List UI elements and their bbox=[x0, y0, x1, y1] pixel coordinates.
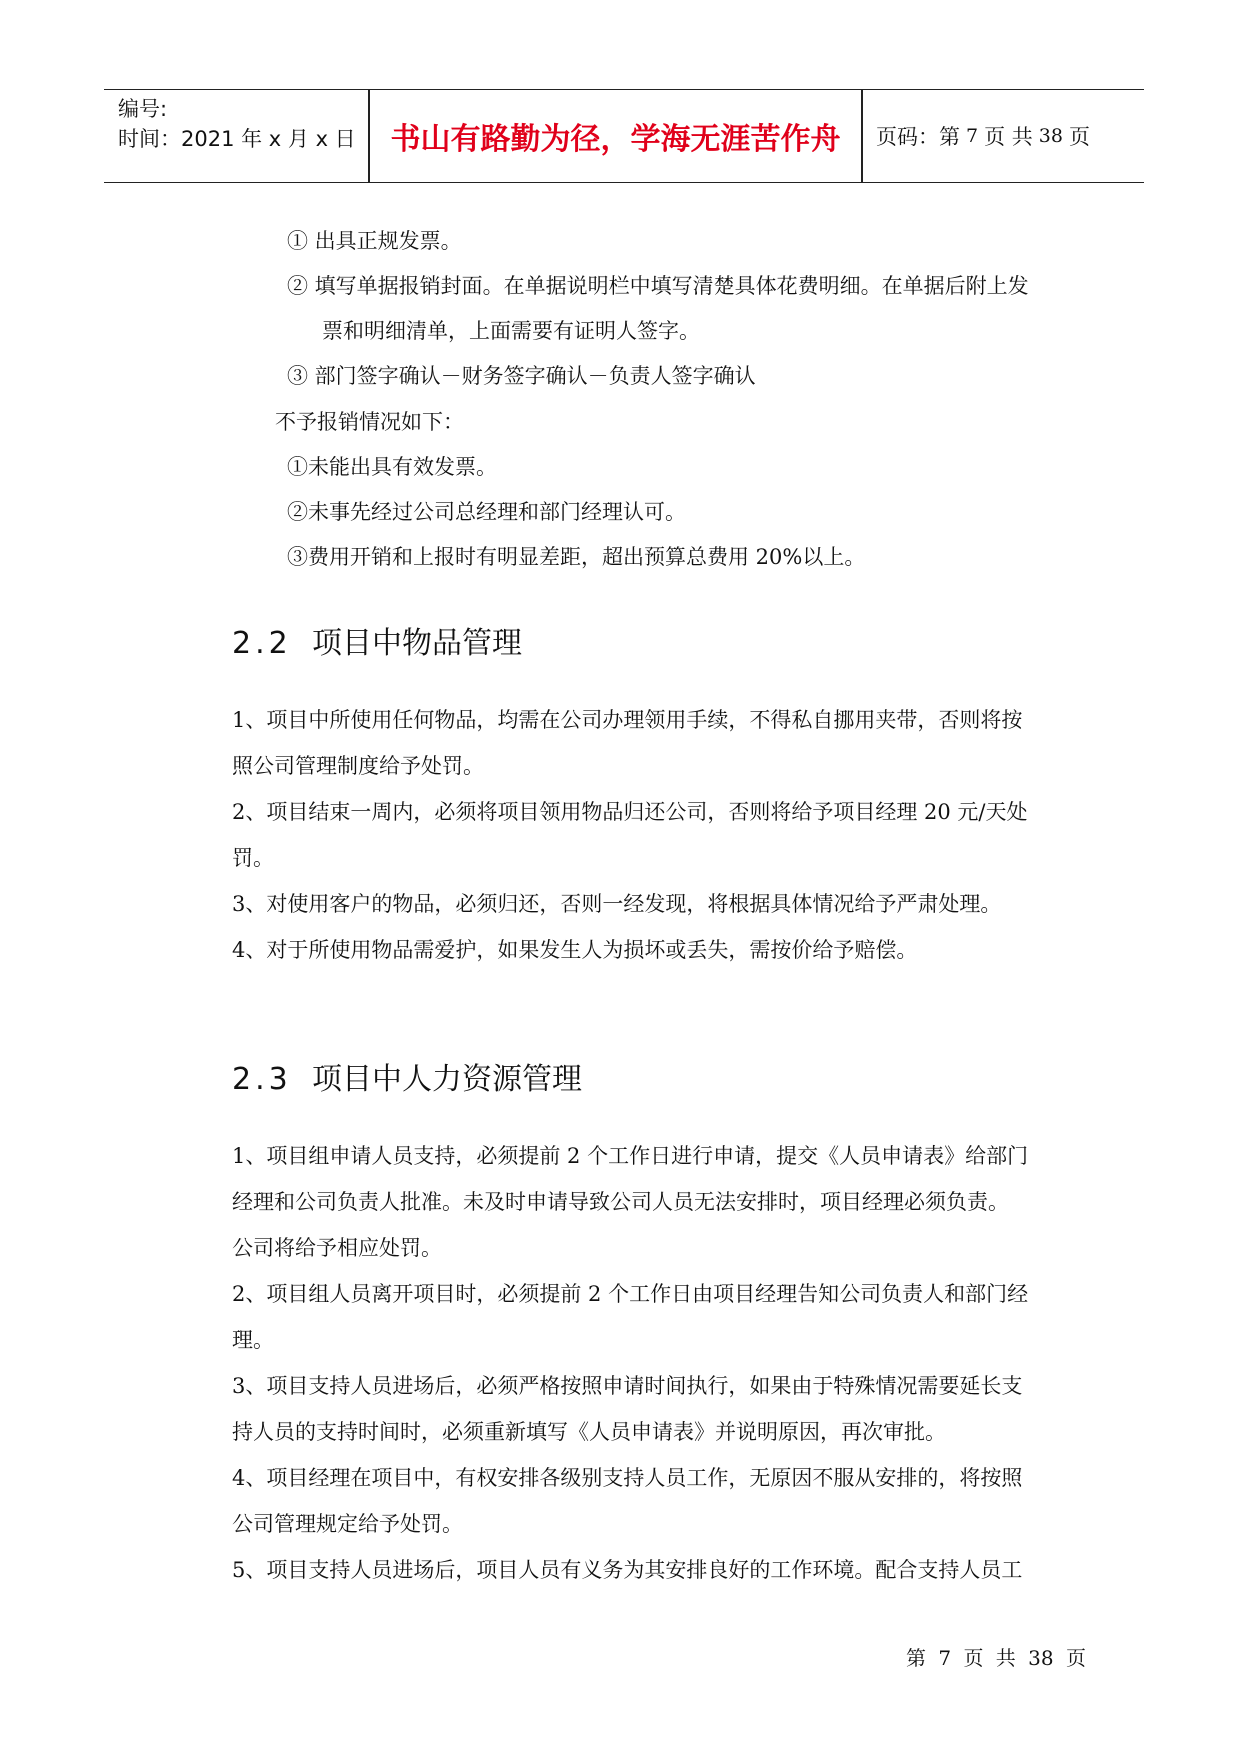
body-line: 理。 bbox=[232, 1328, 274, 1352]
body-line: 4、对于所使用物品需爱护，如果发生人为损坏或丢失，需按价给予赔偿。 bbox=[232, 938, 918, 962]
reimburse-step: 票和明细清单，上面需要有证明人签字。 bbox=[322, 319, 700, 343]
page-total: 38 bbox=[1038, 125, 1063, 147]
serial-label: 编号: bbox=[118, 97, 168, 121]
body-line: 2、项目结束一周内，必须将项目领用物品归还公司，否则将给予项目经理 20 元/天处 bbox=[232, 800, 1028, 824]
section-heading-2-3 bbox=[232, 1054, 582, 1098]
section-heading-2-2 bbox=[232, 618, 522, 662]
reimburse-step: ③ 部门签字确认－财务签字确认－负责人签字确认 bbox=[287, 364, 756, 388]
body-line: 4、项目经理在项目中，有权安排各级别支持人员工作，无原因不服从安排的，将按照 bbox=[232, 1466, 1023, 1490]
no-reimburse-item: ②未事先经过公司总经理和部门经理认可。 bbox=[287, 500, 686, 524]
section-number: 2.2 bbox=[232, 626, 292, 661]
header-meta bbox=[118, 94, 356, 154]
section-title: 项目中人力资源管理 bbox=[312, 1062, 582, 1097]
no-reimburse-item: ①未能出具有效发票。 bbox=[287, 455, 497, 479]
body-line: 经理和公司负责人批准。未及时申请导致公司人员无法安排时，项目经理必须负责。 bbox=[232, 1190, 1009, 1214]
reimburse-step: ① 出具正规发票。 bbox=[287, 229, 462, 253]
header-page-number bbox=[876, 90, 1090, 182]
reimburse-step: ② 填写单据报销封面。在单据说明栏中填写清楚具体花费明细。在单据后附上发 bbox=[287, 274, 1029, 298]
section-number: 2.3 bbox=[232, 1062, 292, 1097]
body-line: 5、项目支持人员进场后，项目人员有义务为其安排良好的工作环境。配合支持人员工 bbox=[232, 1558, 1023, 1582]
body-line: 3、项目支持人员进场后，必须严格按照申请时间执行，如果由于特殊情况需要延长支 bbox=[232, 1374, 1023, 1398]
body-line: 2、项目组人员离开项目时，必须提前 2 个工作日由项目经理告知公司负责人和部门经 bbox=[232, 1282, 1029, 1306]
no-reimburse-title: 不予报销情况如下： bbox=[275, 410, 464, 434]
header-divider bbox=[861, 90, 863, 182]
section-title: 项目中物品管理 bbox=[312, 626, 522, 661]
body-line: 公司将给予相应处罚。 bbox=[232, 1236, 442, 1260]
body-line: 1、项目中所使用任何物品，均需在公司办理领用手续，不得私自挪用夹带，否则将按 bbox=[232, 708, 1023, 732]
time-label: 时间：2021 年 x 月 x 日 bbox=[118, 127, 356, 151]
page-header bbox=[104, 89, 1144, 183]
page-current: 7 bbox=[966, 125, 979, 147]
body-line: 罚。 bbox=[232, 846, 274, 870]
body-line: 1、项目组申请人员支持，必须提前 2 个工作日进行申请，提交《人员申请表》给部门 bbox=[232, 1144, 1029, 1168]
page-mid: 页 共 bbox=[984, 125, 1033, 149]
body-line: 持人员的支持时间时，必须重新填写《人员申请表》并说明原因，再次审批。 bbox=[232, 1420, 946, 1444]
header-motto: 书山有路勤为径，学海无涯苦作舟 bbox=[390, 122, 841, 157]
no-reimburse-item: ③费用开销和上报时有明显差距，超出预算总费用 20%以上。 bbox=[287, 545, 866, 569]
page-suffix: 页 bbox=[1068, 125, 1090, 149]
body-line: 照公司管理制度给予处罚。 bbox=[232, 754, 484, 778]
page-prefix: 页码：第 bbox=[876, 125, 960, 149]
body-line: 3、对使用客户的物品，必须归还，否则一经发现，将根据具体情况给予严肃处理。 bbox=[232, 892, 1002, 916]
page-footer: 第 7 页 共 38 页 bbox=[906, 1646, 1086, 1670]
body-line: 公司管理规定给予处罚。 bbox=[232, 1512, 463, 1536]
